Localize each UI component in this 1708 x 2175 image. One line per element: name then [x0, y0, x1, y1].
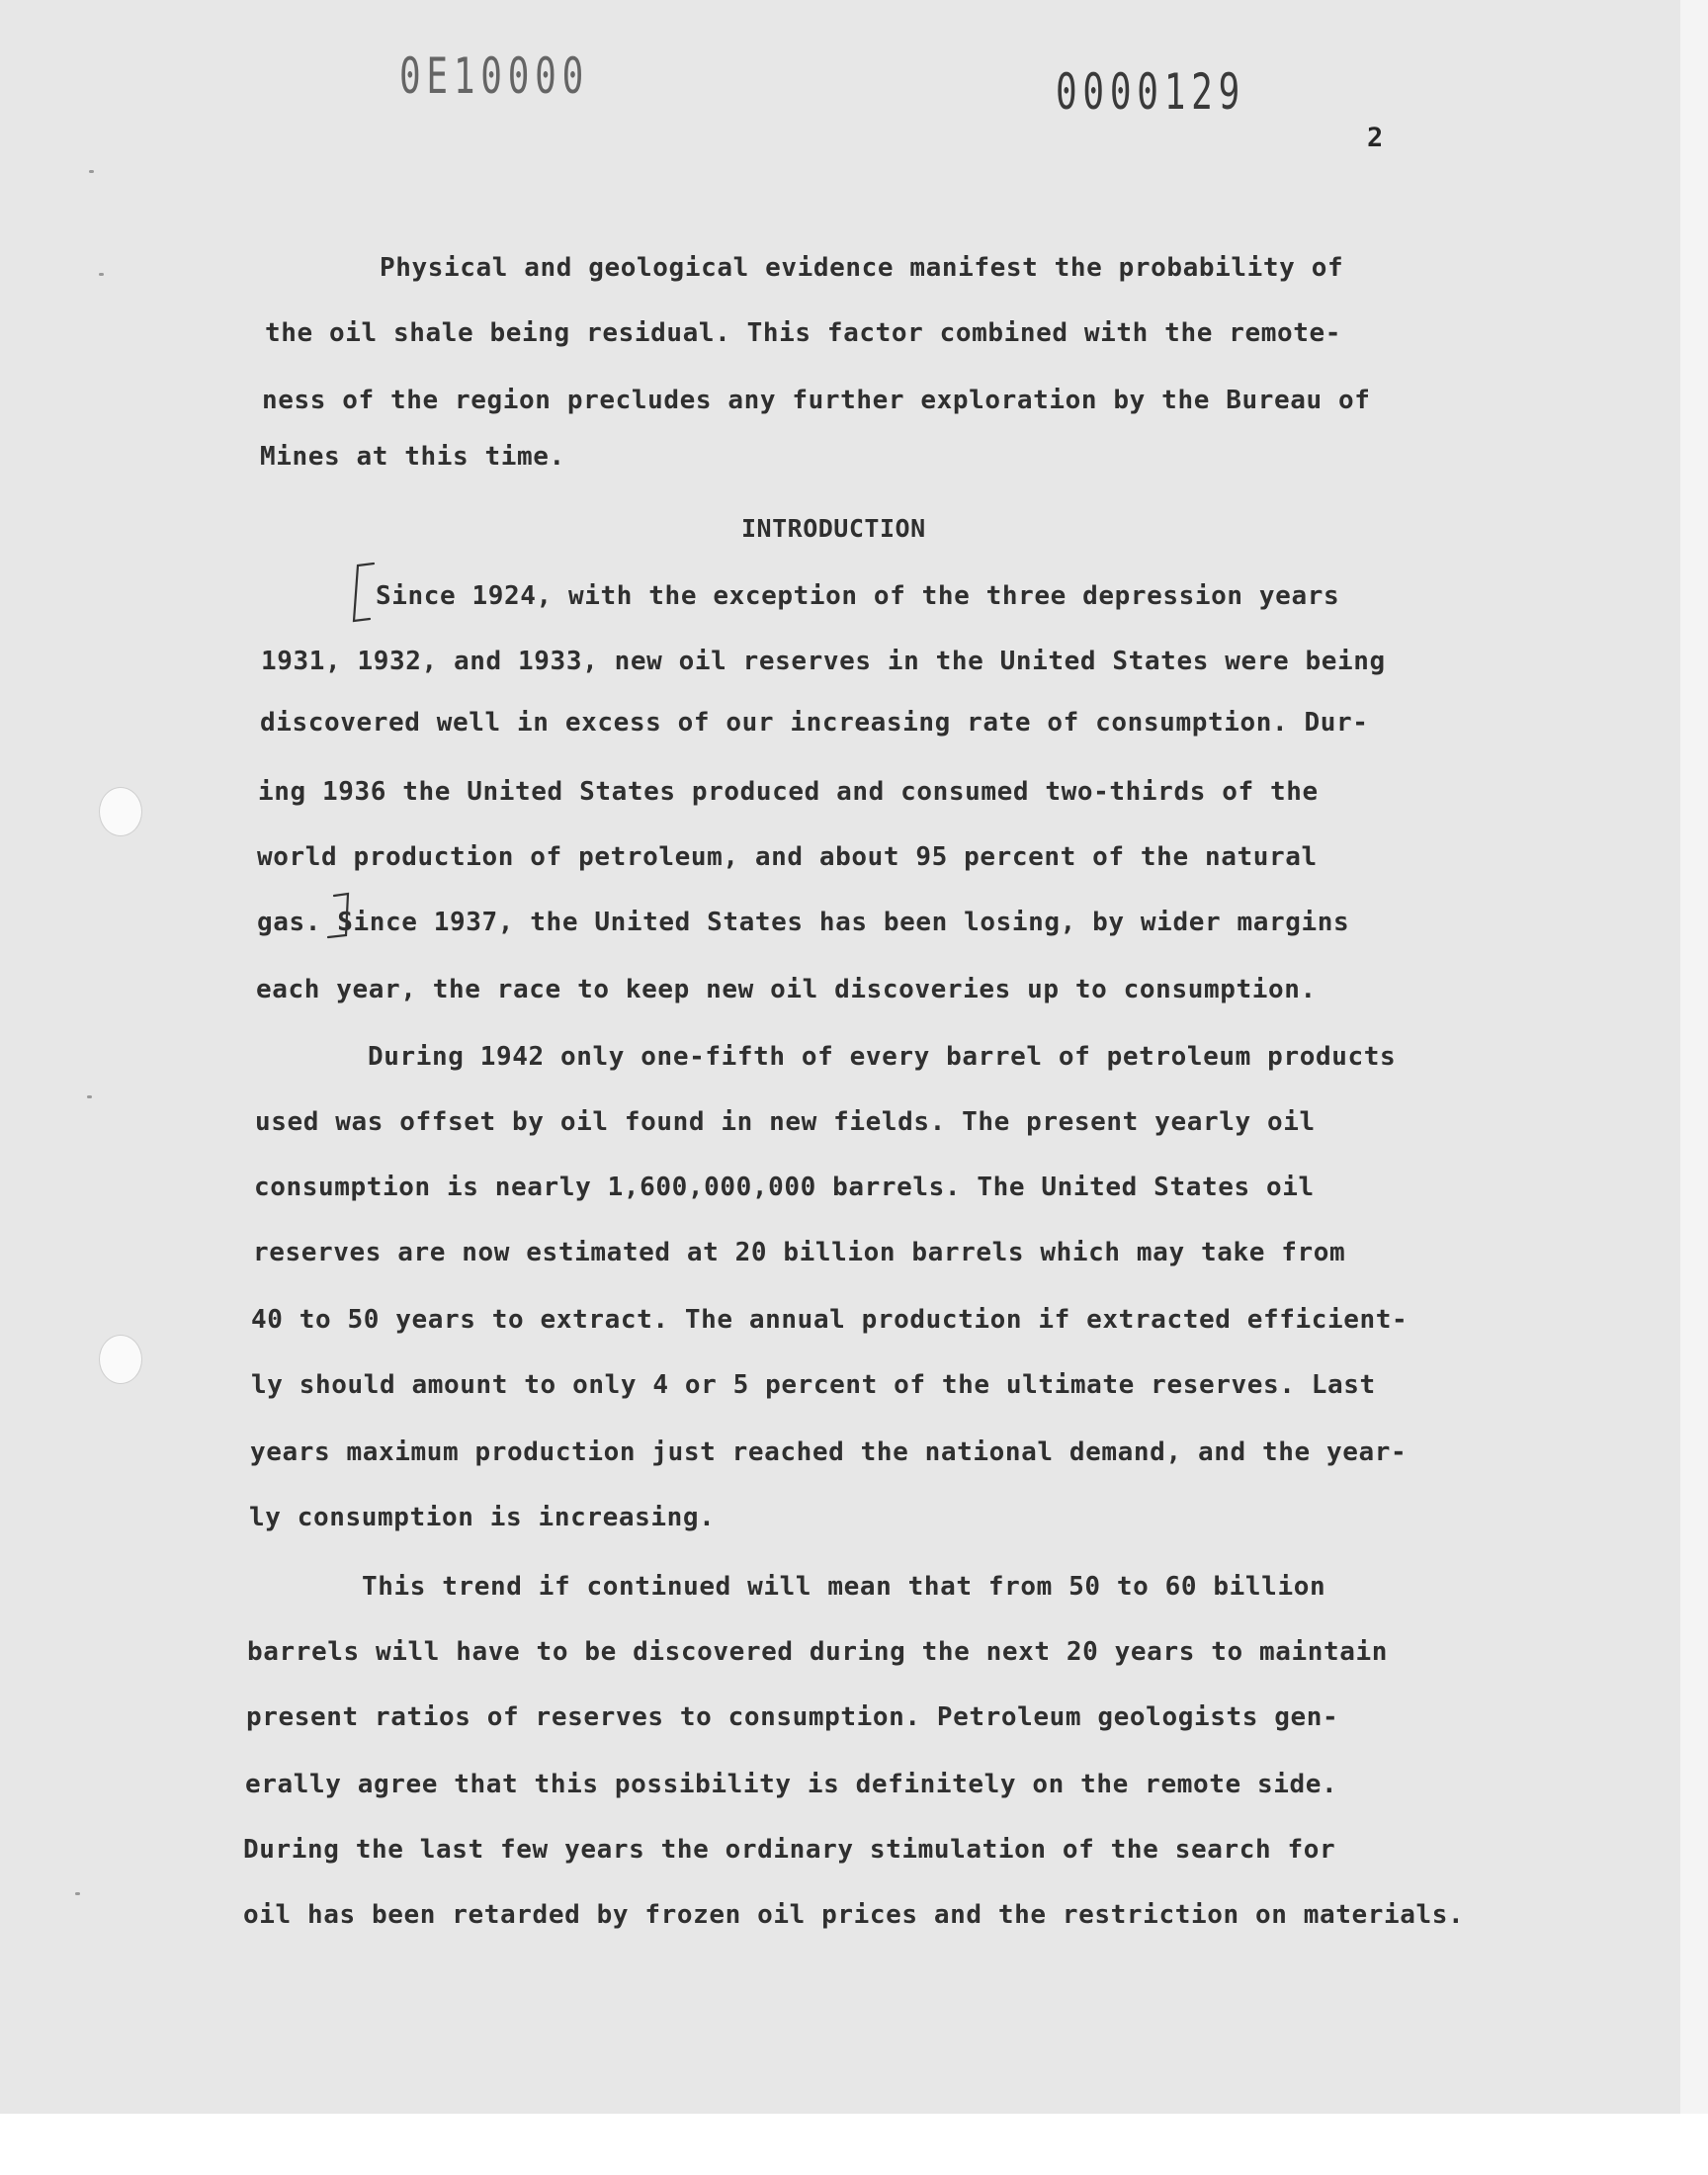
text-line: During the last few years the ordinary stimulation of the search for	[243, 1835, 1336, 1865]
scan-speck	[87, 1095, 92, 1098]
text-line: Physical and geological evidence manifest the probability of	[380, 253, 1344, 283]
text-line: ly should amount to only 4 or 5 percent of the ultimate reserves. Last	[251, 1370, 1376, 1400]
text-line: Mines at this time.	[260, 442, 565, 472]
text-line: ness of the region precludes any further exploration by the Bureau of	[262, 386, 1371, 415]
text-line: Since 1924, with the exception of the three depression years	[376, 581, 1340, 611]
text-line: ly consumption is increasing.	[249, 1503, 716, 1532]
text-line: erally agree that this possibility is definitely on the remote side.	[245, 1770, 1338, 1799]
text-line: reserves are now estimated at 20 billion barrels which may take from	[253, 1238, 1346, 1267]
scan-edge	[1680, 0, 1708, 2114]
text-line: During 1942 only one-fifth of every barrel of petroleum products	[368, 1042, 1397, 1072]
scan-border	[0, 2114, 1708, 2175]
scan-speck	[75, 1892, 80, 1895]
text-line: world production of petroleum, and about 95 percent of the natural	[257, 842, 1318, 872]
stamp-number-left: 0E10000	[399, 47, 590, 105]
page-number: 2	[1367, 123, 1384, 153]
text-line: gas. Since 1937, the United States has been losing, by wider margins	[257, 908, 1350, 937]
text-line: consumption is nearly 1,600,000,000 barrels. The United States oil	[254, 1173, 1315, 1202]
text-line: each year, the race to keep new oil discoveries up to consumption.	[256, 975, 1317, 1004]
text-line: years maximum production just reached the national demand, and the year-	[250, 1437, 1408, 1467]
text-line: the oil shale being residual. This factor combined with the remote-	[265, 318, 1341, 348]
close-bracket-mark	[322, 890, 358, 943]
text-line: 1931, 1932, and 1933, new oil reserves in the United States were being	[261, 647, 1386, 676]
punch-hole	[99, 787, 142, 836]
text-line: discovered well in excess of our increasing rate of consumption. Dur-	[260, 708, 1369, 738]
open-bracket-mark	[346, 560, 380, 629]
text-line: This trend if continued will mean that from 50 to 60 billion	[362, 1572, 1326, 1602]
scan-speck	[89, 170, 94, 173]
text-line: 40 to 50 years to extract. The annual production if extracted efficient-	[251, 1305, 1409, 1335]
text-line: present ratios of reserves to consumption. Petroleum geologists gen-	[246, 1702, 1339, 1732]
punch-hole	[99, 1335, 142, 1384]
section-heading: INTRODUCTION	[741, 514, 926, 543]
text-line: used was offset by oil found in new fields. The present yearly oil	[255, 1107, 1316, 1137]
text-line: ing 1936 the United States produced and consumed two-thirds of the	[258, 777, 1319, 807]
scan-speck	[99, 273, 104, 276]
stamp-number-right: 0000129	[1056, 63, 1246, 121]
text-line: barrels will have to be discovered during the next 20 years to maintain	[247, 1637, 1388, 1667]
text-line: oil has been retarded by frozen oil prices and the restriction on materials.	[243, 1900, 1465, 1930]
